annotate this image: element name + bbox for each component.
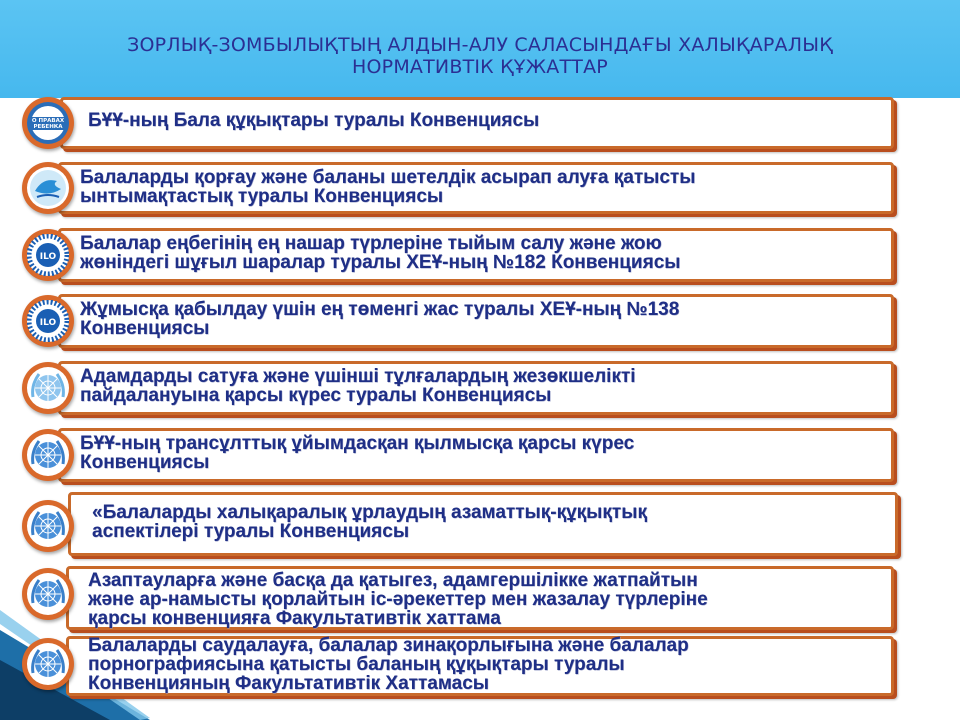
hague-conference-icon — [22, 162, 74, 214]
item-text: Балаларды саудалауға, балалар зинақорлығына және балалар порнографиясына қатысты баланың құқықтары туралы Конвенцияның Факультативтік Хаттамасы — [88, 635, 689, 694]
convention-item-8[interactable] — [22, 566, 894, 630]
svg-text:РЕБЕНКА: РЕБЕНКА — [33, 124, 63, 130]
un-emblem-icon — [22, 429, 74, 481]
convention-item-2[interactable] — [22, 162, 894, 214]
item-text: Балаларды қорғау және баланы шетелдік асырап алуға қатысты ынтымақтастық туралы Конвенциясы — [80, 167, 696, 207]
title-line-1: ЗОРЛЫҚ-ЗОМБЫЛЫҚТЫҢ АЛДЫН-АЛУ САЛАСЫНДАҒЫ ХАЛЫҚАРАЛЫҚ — [127, 34, 833, 56]
item-text: БҰҰ-ның трансұлттық ұйымдасқан қылмысқа қарсы күрес Конвенциясы — [80, 433, 635, 473]
item-text: «Балаларды халықаралық ұрлаудың азаматтық-құқықтық аспектілері туралы Конвенциясы — [92, 502, 647, 542]
item-text: Жұмысқа қабылдау үшін ең төменгі жас туралы ХЕҰ-ның №138 Конвенциясы — [80, 299, 680, 339]
child-rights-icon — [22, 97, 74, 149]
convention-item-1[interactable] — [22, 97, 894, 149]
un-emblem-icon — [22, 638, 74, 690]
convention-item-4[interactable] — [22, 294, 894, 348]
ilo-icon — [22, 229, 74, 281]
title-line-2: НОРМАТИВТІК ҚҰЖАТТАР — [352, 56, 608, 78]
convention-item-6[interactable] — [22, 428, 894, 482]
un-emblem-icon — [22, 362, 74, 414]
convention-item-5[interactable] — [22, 361, 894, 415]
item-text: Азаптауларға және басқа да қатыгез, адамгершілікке жатпайтын және ар-намысты қорлайтын іс-әрекеттер мен жазалау түрлеріне қарсы конвенцияға Факультативтік хаттама — [88, 570, 708, 629]
svg-text:ILO: ILO — [39, 252, 57, 262]
convention-item-9[interactable] — [22, 636, 894, 696]
item-text: БҰҰ-ның Бала құқықтары туралы Конвенциясы — [88, 110, 540, 131]
item-text: Адамдарды сатуға және үшінші тұлғалардың жезөкшелікті пайдалануына қарсы күрес туралы Конвенциясы — [80, 366, 636, 406]
un-emblem-icon — [22, 500, 74, 552]
convention-item-7[interactable] — [22, 492, 898, 556]
item-text: Балалар еңбегінің ең нашар түрлеріне тыйым салу және жою жөніндегі шұғыл шаралар туралы ХЕҰ-ның №182 Конвенциясы — [80, 233, 681, 273]
page-title — [0, 34, 960, 78]
convention-item-3[interactable] — [22, 228, 894, 282]
un-emblem-icon — [22, 568, 74, 620]
svg-text:ILO: ILO — [39, 318, 57, 328]
svg-text:О ПРАВАХ: О ПРАВАХ — [31, 118, 65, 124]
ilo-icon — [22, 295, 74, 347]
